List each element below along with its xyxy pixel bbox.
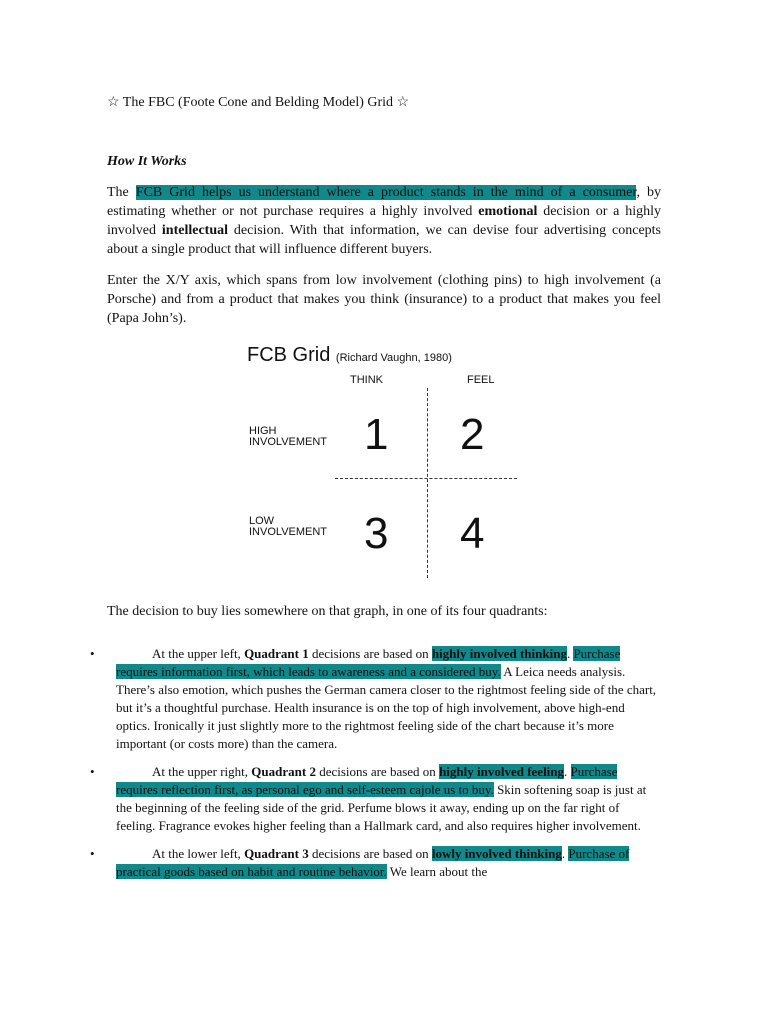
quadrant-bullet-list — [88, 645, 668, 891]
figure-title — [247, 344, 452, 367]
basis-highlight: highly involved thinking — [431, 646, 567, 661]
paragraph-axis: Enter the X/Y axis, which spans from low involvement (clothing pins) to high involvement (a Porsche) and from a product that makes you think (insurance) to a product that makes you feel (Papa John’s). — [107, 273, 661, 326]
highlighted-text: FCB Grid helps us understand where a product stands in the mind of a consumer — [135, 185, 637, 200]
mid-text: decisions are based on — [308, 646, 432, 661]
paragraph-intro — [107, 183, 661, 259]
period: . — [566, 646, 571, 661]
list-item — [88, 763, 668, 835]
bold-term: intellectual — [161, 223, 229, 238]
row-header-high-line1: HIGH — [249, 425, 277, 437]
list-item — [88, 845, 668, 881]
quadrant-1-number: 1 — [364, 410, 389, 459]
intro-text: decision or a highly involved — [107, 204, 662, 238]
bullet-icon: • — [90, 764, 95, 779]
intro-text: decision. With that information, we can devise four advertising concepts about a single product that will influence different buyers. — [107, 223, 662, 257]
list-item-text — [116, 845, 661, 881]
figure-title-main: FCB Grid — [247, 344, 331, 366]
lead-text: At the upper right, — [152, 764, 252, 779]
intro-text: , by estimating whether or not purchase requires a highly involved — [107, 185, 661, 219]
highlighted-sentence: Purchase requires reflection first, as personal ego and self-esteem cajole us to buy. — [116, 764, 618, 797]
row-header-low-line1: LOW — [249, 515, 275, 527]
row-header-high — [249, 426, 327, 448]
rest-text: A Leica needs analysis. There’s also emotion, which pushes the German camera closer to the rightmost feeling side of the chart, but it’s a thoughtful purchase. Health insurance is on the top of high involvement, above high-end optics. Ironically it just slightly more to the rightmost feeling side of the chart because it’s more important (or costs more) than the camera. — [116, 664, 657, 751]
period: . — [561, 846, 566, 861]
row-header-low — [249, 516, 327, 538]
horizontal-divider — [335, 478, 517, 479]
list-item — [88, 645, 668, 753]
lead-text: At the upper left, — [152, 646, 245, 661]
row-header-low-line2: INVOLVEMENT — [249, 526, 328, 538]
column-header-feel: FEEL — [467, 374, 495, 386]
quadrant-4-number: 4 — [460, 509, 485, 558]
row-header-high-line2: INVOLVEMENT — [249, 436, 328, 448]
quadrant-label: Quadrant 2 — [251, 764, 316, 779]
list-item-text — [116, 645, 661, 753]
highlighted-sentence: Purchase requires information first, which leads to awareness and a considered buy. — [116, 646, 621, 679]
mid-text: decisions are based on — [308, 846, 432, 861]
mid-text: decisions are based on — [315, 764, 440, 779]
lead-text: At the lower left, — [152, 846, 245, 861]
column-header-think: THINK — [350, 374, 383, 386]
bold-term: emotional — [478, 204, 538, 219]
basis-highlight: highly involved feeling — [439, 764, 565, 779]
bullet-icon: • — [90, 846, 95, 861]
quadrant-label: Quadrant 3 — [244, 846, 309, 861]
bullet-icon: • — [90, 646, 95, 661]
quadrant-2-number: 2 — [460, 410, 485, 459]
rest-text: We learn about the — [386, 864, 488, 879]
decision-sentence: The decision to buy lies somewhere on that graph, in one of its four quadrants: — [107, 604, 548, 619]
fcb-grid-figure — [240, 342, 530, 582]
quadrant-3-number: 3 — [364, 509, 389, 558]
figure-subtitle: (Richard Vaughn, 1980) — [335, 352, 452, 364]
list-item-text — [116, 763, 661, 835]
document-title: ☆ The FBC (Foote Cone and Belding Model) Grid ☆ — [107, 95, 410, 110]
quadrant-label: Quadrant 1 — [244, 646, 309, 661]
basis-highlight: lowly involved thinking — [431, 846, 562, 861]
highlighted-sentence: Purchase of practical goods based on habit and routine behavior. — [116, 846, 630, 879]
section-heading: How It Works — [107, 154, 187, 169]
vertical-divider — [427, 388, 428, 578]
period: . — [564, 764, 568, 779]
intro-text: The — [107, 185, 136, 200]
rest-text: Skin softening soap is just at the beginning of the feeling side of the grid. Perfume blows it away, ending up on the far right of feeling. Fragrance evokes higher feeling than a Hallmark card, and also requires higher involvement. — [116, 782, 647, 833]
